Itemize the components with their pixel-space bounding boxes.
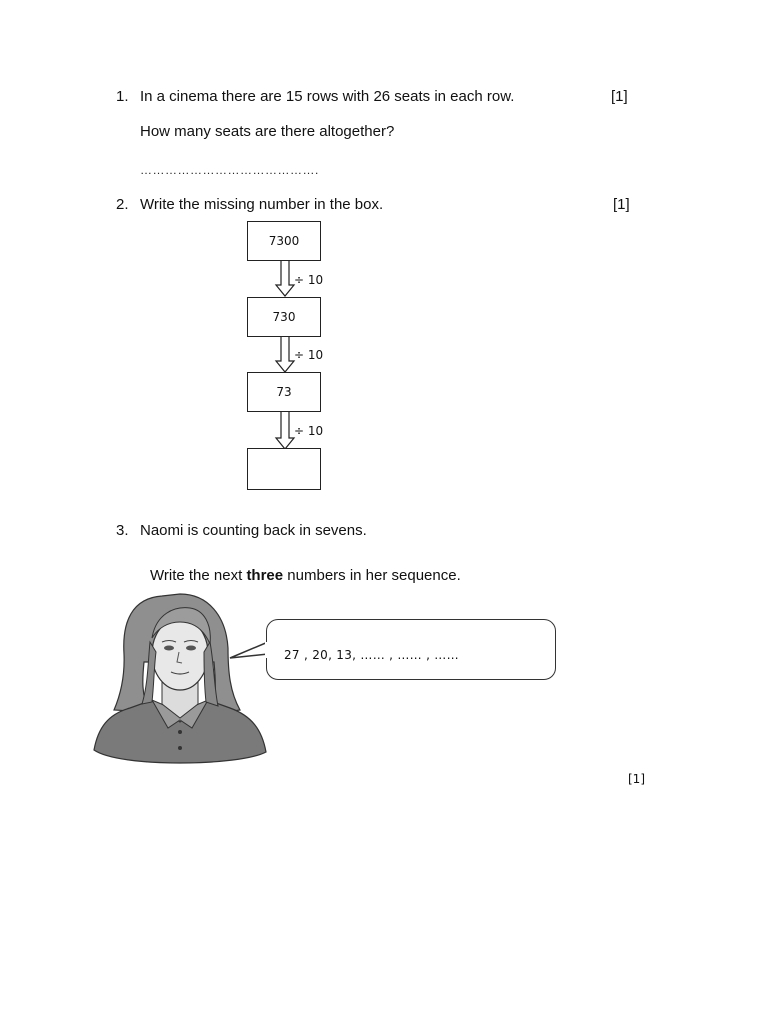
- q2-number: 2.: [116, 196, 129, 213]
- flow-operation-1: ÷ 10: [294, 273, 324, 287]
- q1-marks: [1]: [611, 88, 628, 105]
- flow-box-2: 730: [247, 297, 321, 337]
- q3-marks: [1]: [628, 772, 645, 786]
- q1-number: 1.: [116, 88, 129, 105]
- speech-tail-icon: [228, 640, 270, 664]
- down-arrow-icon: [274, 412, 296, 450]
- flow-operation-3: ÷ 10: [294, 424, 324, 438]
- flow-box-3: 73: [247, 372, 321, 412]
- q3-text: Naomi is counting back in sevens.: [140, 522, 367, 539]
- q3-number: 3.: [116, 522, 129, 539]
- q2-text: Write the missing number in the box.: [140, 196, 384, 213]
- girl-illustration-icon: [90, 592, 270, 770]
- q3-instruction: [150, 567, 461, 585]
- q3-instruction-after: numbers in her sequence.: [283, 567, 461, 584]
- q1-subtext: How many seats are there altogether?: [140, 123, 395, 140]
- q2-marks: [1]: [613, 196, 630, 213]
- sequence-text[interactable]: 27 , 20, 13, …… , …… , ……: [284, 648, 459, 662]
- flow-box-1: 7300: [247, 221, 321, 261]
- q1-answer-line[interactable]: …………………………………….: [140, 163, 319, 177]
- q3-instruction-bold: three: [246, 567, 284, 584]
- speech-tail-mask: [265, 642, 271, 658]
- q3-instruction-before: Write the next: [150, 567, 247, 584]
- q1-text: In a cinema there are 15 rows with 26 seats in each row.: [140, 88, 515, 105]
- missing-number-box[interactable]: [247, 448, 321, 490]
- flow-operation-2: ÷ 10: [294, 348, 324, 362]
- down-arrow-icon: [274, 337, 296, 373]
- down-arrow-icon: [274, 261, 296, 297]
